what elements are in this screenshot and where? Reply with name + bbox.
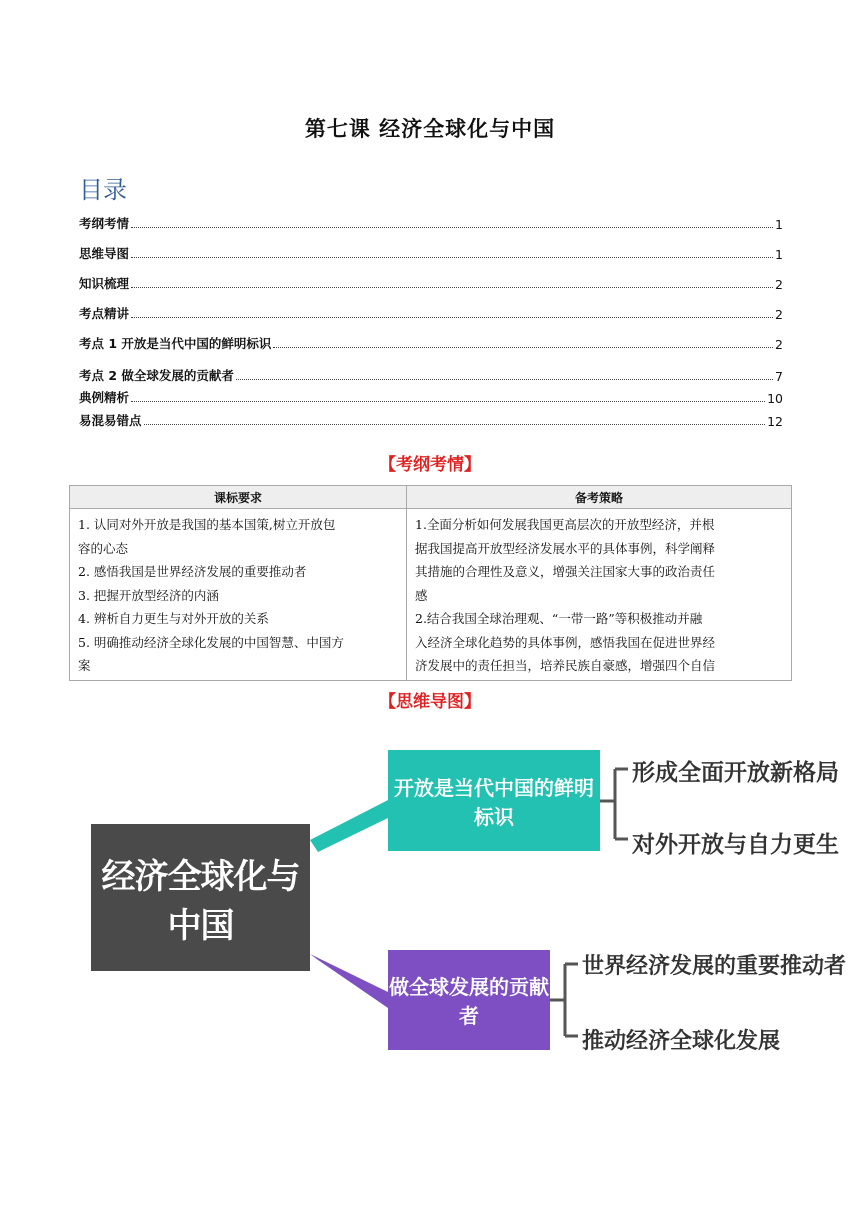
mind-map-leaf: 对外开放与自力更生 — [632, 832, 839, 858]
table-row — [70, 509, 792, 681]
toc-item-page: 2 — [775, 277, 783, 292]
mind-map-branch-contributor: 做全球发展的贡献者 — [388, 950, 550, 1050]
toc-item-page: 1 — [775, 247, 783, 262]
toc-leader — [131, 256, 773, 258]
toc-leader — [131, 226, 773, 228]
toc-item-page: 10 — [767, 391, 783, 406]
toc-item[interactable] — [79, 302, 783, 322]
strategy-line: 入经济全球化趋势的具体事例，感悟我国在促进世界经 — [415, 634, 716, 650]
toc-item-label: 易混易错点 — [79, 413, 142, 428]
syllabus-table — [69, 485, 792, 681]
requirement-line: 案 — [78, 658, 91, 673]
toc-leader — [131, 286, 773, 288]
toc-leader — [236, 378, 773, 380]
mind-map-root: 经济全球化与中国 — [91, 824, 310, 971]
mind-map-leaf: 世界经济发展的重要推动者 — [582, 954, 847, 979]
strategy-line: 2.结合我国全球治理观、“一带一路”等积极推动并融 — [415, 611, 703, 626]
toc-item-page: 2 — [775, 307, 783, 322]
toc-item-label: 考点 2 做全球发展的贡献者 — [79, 368, 234, 383]
toc-item[interactable] — [79, 332, 783, 352]
root-to-branch2-connector — [310, 954, 388, 1008]
toc-item-page: 12 — [767, 414, 783, 429]
toc-item-page: 2 — [775, 337, 783, 352]
toc-item-page: 7 — [775, 369, 783, 384]
requirement-line: 容的心态 — [78, 540, 129, 556]
strategy-cell — [407, 509, 792, 681]
toc-leader — [273, 346, 773, 348]
toc-item-page: 1 — [775, 217, 783, 232]
toc-item[interactable] — [79, 364, 783, 384]
mindmap-heading: 【思维导图】 — [379, 692, 481, 712]
requirement-line: 5. 明确推动经济全球化发展的中国智慧、中国方 — [78, 634, 344, 650]
column-header-strategy: 备考策略 — [407, 486, 792, 509]
strategy-line: 感 — [415, 587, 428, 603]
column-header-requirements: 课标要求 — [70, 486, 407, 509]
toc-item-label: 知识梳理 — [79, 276, 130, 291]
syllabus-heading: 【考纲考情】 — [379, 455, 481, 475]
toc-item-label: 典例精析 — [79, 390, 130, 405]
toc-item[interactable] — [79, 242, 783, 262]
requirement-line: 1. 认同对外开放是我国的基本国策,树立开放包 — [78, 517, 336, 532]
toc-item[interactable] — [79, 409, 783, 429]
toc-item-label: 考纲考情 — [79, 216, 130, 231]
requirements-cell — [70, 509, 407, 681]
toc-heading: 目录 — [79, 176, 127, 204]
toc-item[interactable] — [79, 212, 783, 232]
strategy-line: 其措施的合理性及意义，增强关注国家大事的政治责任 — [415, 564, 716, 579]
page-title: 第七课 经济全球化与中国 — [304, 117, 556, 141]
toc-item-label: 考点精讲 — [79, 306, 130, 321]
root-to-branch1-connector — [310, 800, 388, 852]
toc-item[interactable] — [79, 272, 783, 292]
mind-map-leaf: 推动经济全球化发展 — [582, 1029, 781, 1054]
strategy-line: 1.全面分析如何发展我国更高层次的开放型经济，并根 — [415, 517, 715, 532]
toc-leader — [144, 423, 766, 425]
toc-item-label: 考点 1 开放是当代中国的鲜明标识 — [79, 336, 272, 351]
toc-item[interactable] — [79, 386, 783, 406]
requirement-line: 2. 感悟我国是世界经济发展的重要推动者 — [78, 564, 307, 579]
requirement-line: 4. 辨析自力更生与对外开放的关系 — [78, 611, 269, 626]
mind-map-branch-open: 开放是当代中国的鲜明标识 — [388, 750, 600, 851]
strategy-line: 济发展中的责任担当，培养民族自豪感，增强四个自信 — [415, 658, 716, 673]
toc-leader — [131, 400, 765, 402]
table-header-row — [70, 486, 792, 509]
toc-item-label: 思维导图 — [79, 246, 130, 261]
requirement-line: 3. 把握开放型经济的内涵 — [78, 587, 219, 603]
toc-leader — [131, 316, 773, 318]
strategy-line: 据我国提高开放型经济发展水平的具体事例，科学阐释 — [415, 540, 716, 556]
mind-map-leaf: 形成全面开放新格局 — [632, 760, 839, 786]
